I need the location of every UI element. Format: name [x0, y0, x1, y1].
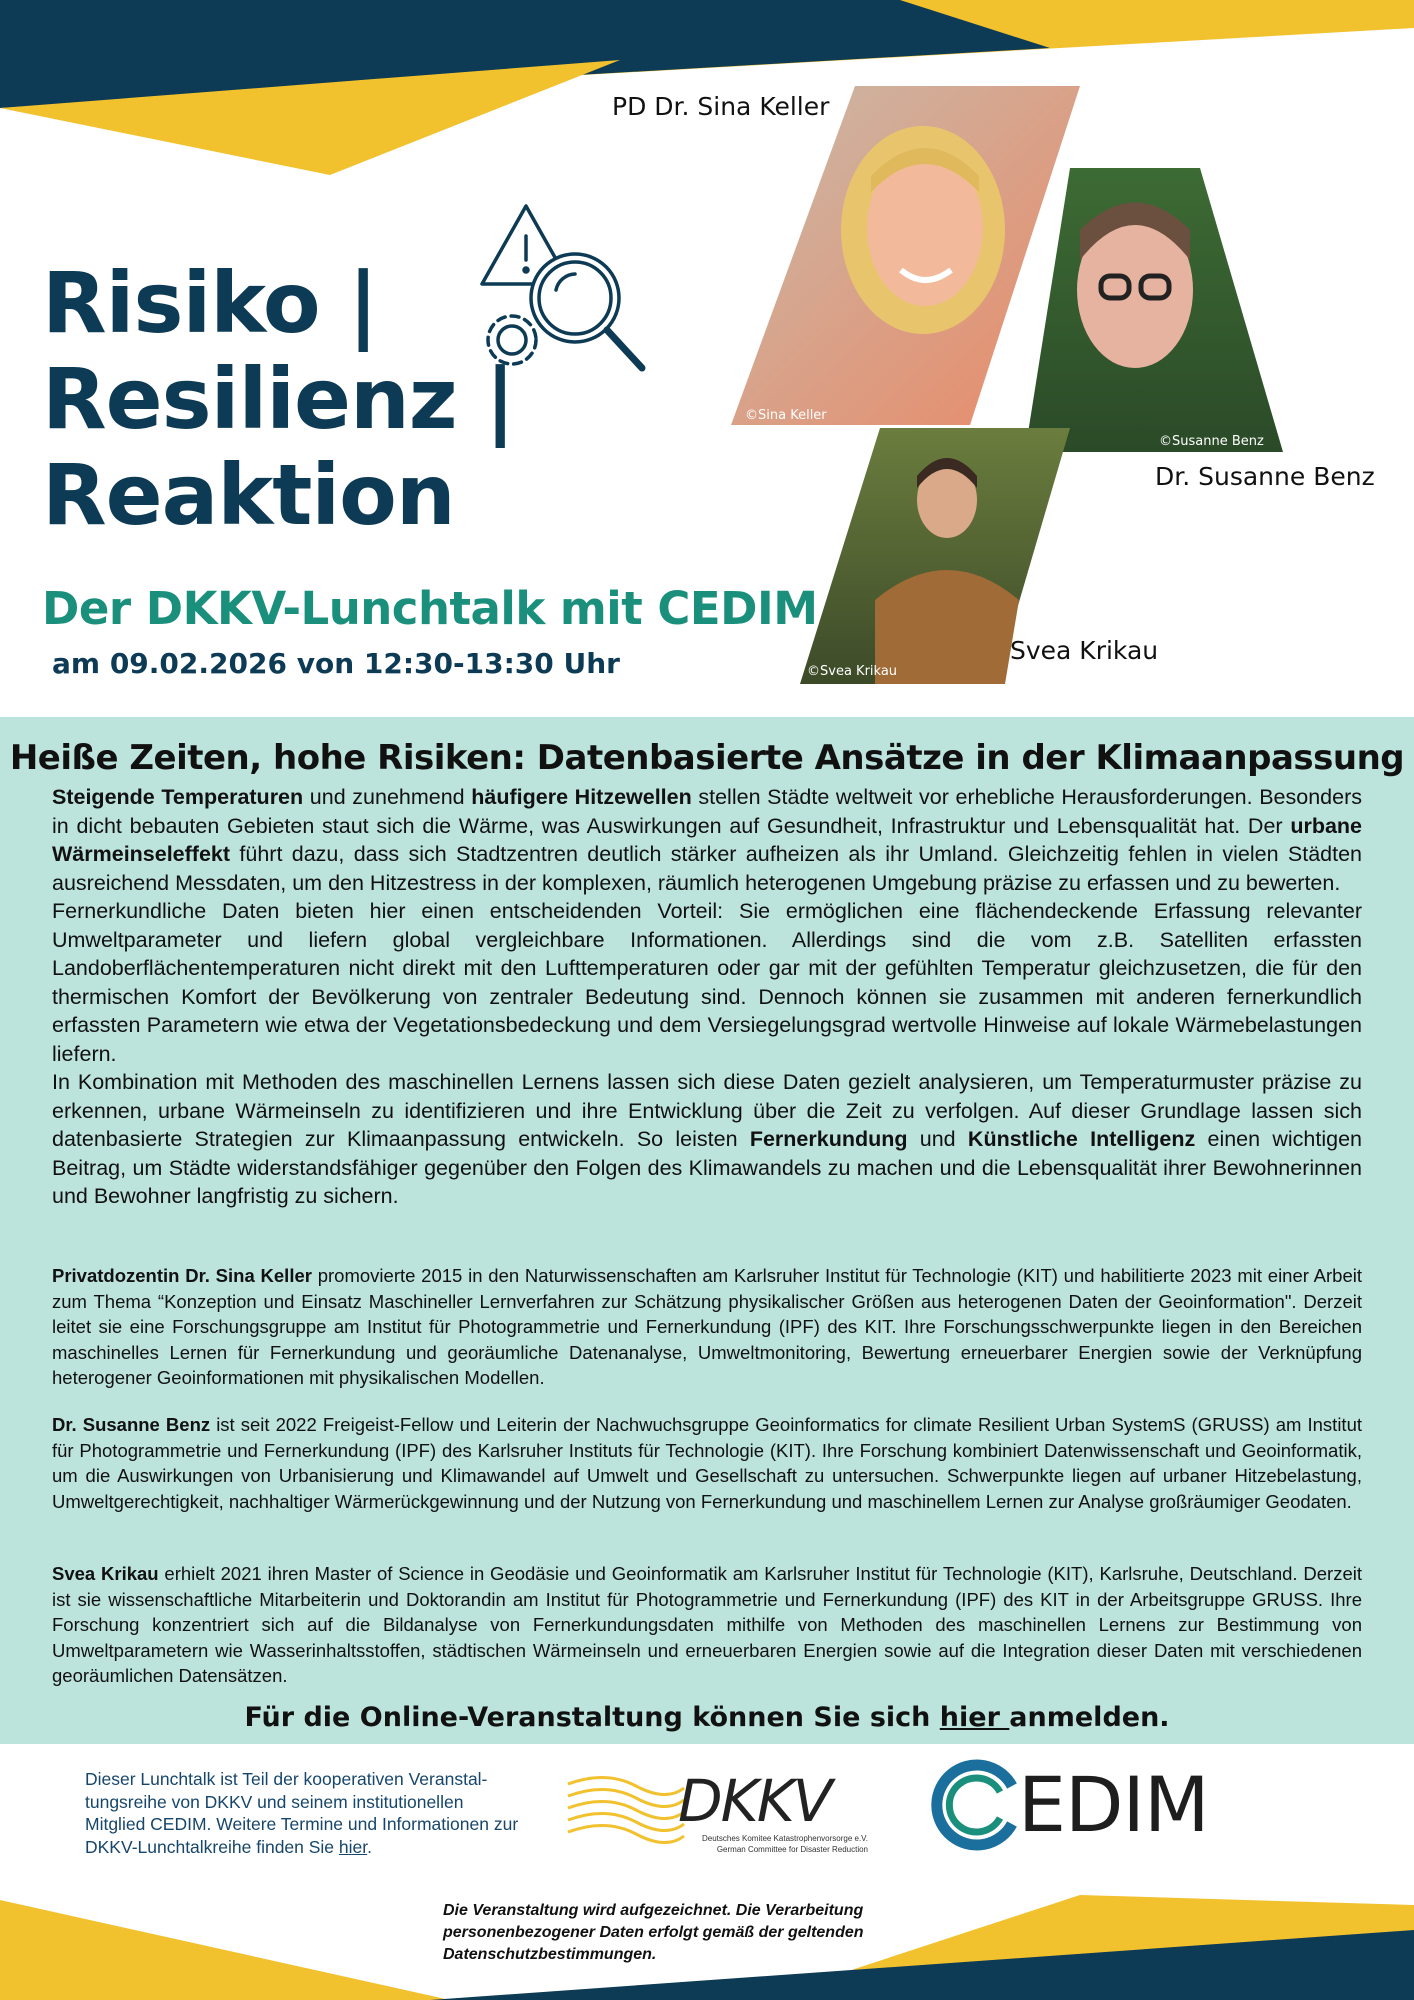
article-title: Heiße Zeiten, hohe Risiken: Datenbasierte Ansätze in der Klimaanpassung [9, 738, 1405, 778]
title-line-3: Reaktion [42, 446, 455, 544]
cedim-logo-text: EDIM [1018, 1760, 1209, 1849]
cedim-logo[interactable] [930, 1758, 1250, 1852]
event-title [42, 255, 515, 543]
article-paragraph-1: Steigende Temperaturen und zunehmend häufigere Hitzewellen stellen Städte weltweit vor erhebliche Herausforderungen. Besonders in dicht bebauten Gebieten staut sich die Wärme, was Auswirkungen auf Gesundheit, Infrastruktur und Lebensqualität hat. Der urbane Wärmeinseleffekt führt dazu, dass sich Stadtzentren deutlich stärker aufheizen als ihr Umland. Gleichzeitig fehlen in vielen Städten ausreichend Messdaten, um den Hitzestress in der komplexen, räumlich heterogenen Umgebung präzise zu erfassen und zu bewerten. [52, 785, 1362, 895]
dkkv-logo-text: DKKV [678, 1767, 831, 1835]
article-body [52, 783, 1362, 1211]
risk-search-gear-icon [470, 200, 650, 380]
photo-copyright-susanne-benz: ©Susanne Benz [1159, 434, 1264, 449]
speaker-photo-collage [725, 80, 1285, 690]
signup-link[interactable]: hier [939, 1702, 1010, 1733]
dkkv-logo-line-1: Deutsches Komitee Katastrophenvorsorge e.V. [701, 1834, 868, 1843]
speaker-photo-sina-keller [731, 86, 1080, 425]
event-datetime: am 09.02.2026 von 12:30-13:30 Uhr [52, 647, 620, 680]
recording-notice: Die Veranstaltung wird aufgezeichnet. Die Verarbeitung personenbezogener Daten erfolgt gemäß der geltenden Datenschutzbestimmungen. [443, 1902, 864, 1963]
footer-note: Dieser Lunchtalk ist Teil der kooperativen Veranstal-tungsreihe von DKKV und seinem institutionellen Mitglied CEDIM. Weitere Termine und Informationen zur DKKV-Lunchtalkreihe finden Sie hier. [85, 1769, 519, 1857]
signup-line: Für die Online-Veranstaltung können Sie sich hier anmelden. [244, 1702, 1170, 1733]
photo-copyright-svea-krikau: ©Svea Krikau [807, 664, 898, 679]
title-line-1: Risiko | [42, 254, 378, 352]
bio-sina-keller: Privatdozentin Dr. Sina Keller promovierte 2015 in den Naturwissenschaften am Karlsruher Institut für Technologie (KIT) und habilitierte 2023 mit einer Arbeit zum Thema “Konzeption und Einsatz Maschineller Lernverfahren zur Schätzung physikalischer Größen aus heterogenen Daten der Geoinformation". Derzeit leitet sie eine Forschungsgruppe am Institut für Photogrammetrie und Fernerkundung (IPF) des KIT. Ihre Forschungsschwerpunkte liegen in den Bereichen maschinelles Lernen für Fernerkundung und georäumliche Datenanalyse, Umweltmonitoring, Bewertung erneuerbarer Energien sowie der Verknüpfung heterogener Geoinformationen mit physikalischen Modellen. [52, 1265, 1363, 1388]
lunchtalk-series-link[interactable]: hier [338, 1836, 368, 1857]
event-subtitle: Der DKKV-Lunchtalk mit CEDIM [42, 582, 818, 635]
dkkv-logo-line-2: German Committee for Disaster Reduction [716, 1845, 868, 1854]
article-paragraph-3: In Kombination mit Methoden des maschinellen Lernens lassen sich diese Daten gezielt analysieren, um Temperaturmuster präzise zu erkennen, urbane Wärmeinseln zu identifizieren und ihre Entwicklung über die Zeit zu verfolgen. Auf dieser Grundlage lassen sich datenbasierte Strategien zur Klimaanpassung entwickeln. So leisten Fernerkundung und Künstliche Intelligenz einen wichtigen Beitrag, um Städte widerstandsfähiger gegenüber den Folgen des Klimawandels zu machen und die Lebensqualität ihrer Bewohnerinnen und Bewohner langfristig zu sichern. [52, 1070, 1362, 1208]
speaker-name-svea-krikau: Svea Krikau [1010, 636, 1159, 665]
cedim-ring-icon [930, 1758, 1024, 1852]
speaker-name-sina-keller: PD Dr. Sina Keller [612, 92, 830, 121]
dkkv-wave-icon [566, 1774, 686, 1844]
dkkv-logo[interactable] [566, 1768, 876, 1858]
bio-svea-krikau: Svea Krikau erhielt 2021 ihren Master of Science in Geodäsie und Geoinformatik am Karlsruher Institut für Technologie (KIT), Karlsruhe, Deutschland. Derzeit ist sie wissenschaftliche Mitarbeiterin und Doktorandin am Institut für Photogrammetrie und Fernerkundung (IPF) des KIT in der Arbeitsgruppe GRUSS. Ihre Forschung konzentriert sich auf die Bildanalyse von Fernerkundungsdaten mithilfe von Methoden des maschinellen Lernens zur Bestimmung von Umweltparametern wie Wasserinhaltsstoffen, städtischen Wärmeinseln und erneuerbaren Energien sowie auf die Integration dieser Daten mit verschiedenen georäumlichen Datensätzen. [52, 1563, 1362, 1686]
photo-copyright-sina-keller: ©Sina Keller [745, 408, 827, 423]
speaker-name-susanne-benz: Dr. Susanne Benz [1155, 462, 1375, 491]
article-paragraph-2: Fernerkundliche Daten bieten hier einen entscheidenden Vorteil: Sie ermöglichen eine flächendeckende Erfassung relevanter Umweltparameter und liefern global vergleichbare Informationen. Allerdings sind die vom z.B. Satelliten erfassten Landoberflächentemperaturen nicht direkt mit den Lufttemperaturen oder gar mit der gefühlten Temperatur gleichzusetzen, die für den thermischen Komfort der Bevölkerung von zentraler Bedeutung sind. Dennoch können sie zusammen mit anderen fernerkundlich erfassten Parametern wie etwa der Vegetationsbedeckung und dem Versiegelungsgrad wertvolle Hinweise auf lokale Wärmebelastungen liefern. [52, 899, 1362, 1066]
title-line-2: Resilienz | [42, 350, 515, 448]
speaker-photo-susanne-benz [1025, 168, 1283, 452]
bio-susanne-benz: Dr. Susanne Benz ist seit 2022 Freigeist-Fellow und Leiterin der Nachwuchsgruppe Geoinformatics for climate Resilient Urban SystemS (GRUSS) am Institut für Photogrammetrie und Fernerkundung (IPF) des Karlsruher Instituts für Technologie (KIT). Ihre Forschung kombiniert Datenwissenschaft und Geoinformatik, um die Auswirkungen von Urbanisierung und Klimawandel auf Umwelt und Gesellschaft zu untersuchen. Schwerpunkte liegen auf urbaner Hitzebelastung, Umweltgerechtigkeit, nachhaltiger Wärmerückgewinnung und der Nutzung von Fernerkundung und maschinellem Lernen zur Analyse großräumiger Geodaten. [52, 1414, 1362, 1512]
